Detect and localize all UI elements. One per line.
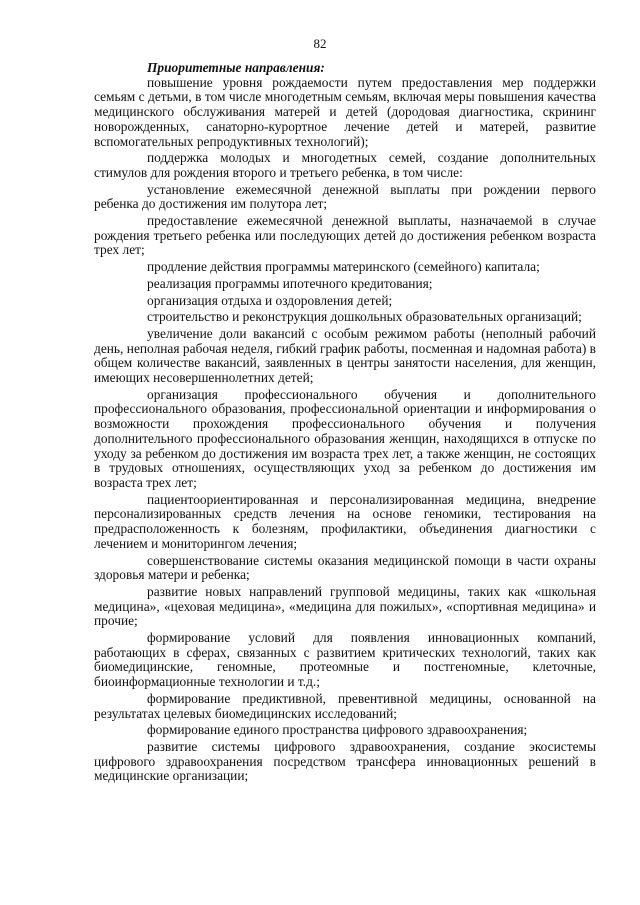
paragraph: строительство и реконструкция дошкольных образовательных организаций;	[147, 309, 582, 325]
paragraph: увеличение доли вакансий с особым режимом работы (неполный рабочий день, неполная рабочая неделя, гибкий график работы, посменная и надомная работа) в общем количестве вакансий, заявленных в центры занятости населения, для женщин, имеющих несовершеннолетних детей;	[94, 325, 596, 386]
page-number: 82	[313, 36, 327, 51]
paragraph: поддержка молодых и многодетных семей, создание дополнительных стимулов для рождения второго и третьего ребенка, в том числе:	[94, 150, 596, 180]
paragraph: реализация программы ипотечного кредитования;	[147, 275, 433, 291]
section-heading: Приоритетные направления:	[147, 60, 325, 75]
paragraph: совершенствование системы оказания медицинской помощи в части охраны здоровья матери и ребенка;	[94, 552, 596, 583]
paragraph: формирование предиктивной, превентивной медицины, основанной на результатах целевых биомедицинских исследований;	[94, 690, 596, 721]
paragraph: формирование условий для появления инновационных компаний, работающих в сферах, связанных с развитием критических технологий, таких как биомедицинские, геномные, протеомные и постгеномные, клеточные, биоинформационные технологии и т.д.;	[94, 630, 596, 690]
paragraph: развитие системы цифрового здравоохранения, создание экосистемы цифрового здравоохранения посредством трансфера инновационных решений в медицинские организации;	[94, 738, 596, 784]
paragraph: продление действия программы материнского (семейного) капитала;	[147, 259, 540, 275]
document-body	[94, 61, 596, 786]
paragraph: установление ежемесячной денежной выплаты при рождении первого ребенка до достижения им полутора лет;	[94, 181, 596, 212]
paragraph: формирование единого пространства цифрового здравоохранения;	[147, 722, 528, 738]
paragraph: организация отдыха и оздоровления детей;	[147, 292, 393, 308]
paragraph: развитие новых направлений групповой медицины, таких как «школьная медицина», «цеховая медицина», «медицина для пожилых», «спортивная медицина» и прочие;	[94, 583, 596, 629]
paragraph: повышение уровня рождаемости путем предоставления мер поддержки семьям с детьми, в том числе многодетным семьям, включая меры повышения качества медицинского обслуживания матерей и детей (дородовая диагностика, скрининг новорожденных, санаторно-курортное лечение детей и матерей, развитие вспомогательных репродуктивных технологий);	[94, 74, 596, 149]
paragraph: пациентоориентированная и персонализированная медицина, внедрение персонализированных средств лечения на основе геномики, тестирования на предрасположенность к болезням, профилактики, объединения диагностики с лечением и мониторингом лечения;	[94, 491, 596, 551]
paragraph: предоставление ежемесячной денежной выплаты, назначаемой в случае рождения третьего ребенка или последующих детей до достижения ребенком возраста трех лет;	[94, 213, 596, 258]
paragraph: организация профессионального обучения и дополнительного профессионального образования, профессиональной ориентации и информирования о возможности прохождения профессионального обучения и получения дополнительного профессионального образования женщин, находящихся в отпуске по уходу за ребенком до достижения им возраста трех лет, а также женщин, не состоящих в трудовых отношениях, осуществляющих уход за ребенком до достижения им возраста трех лет;	[94, 386, 596, 490]
